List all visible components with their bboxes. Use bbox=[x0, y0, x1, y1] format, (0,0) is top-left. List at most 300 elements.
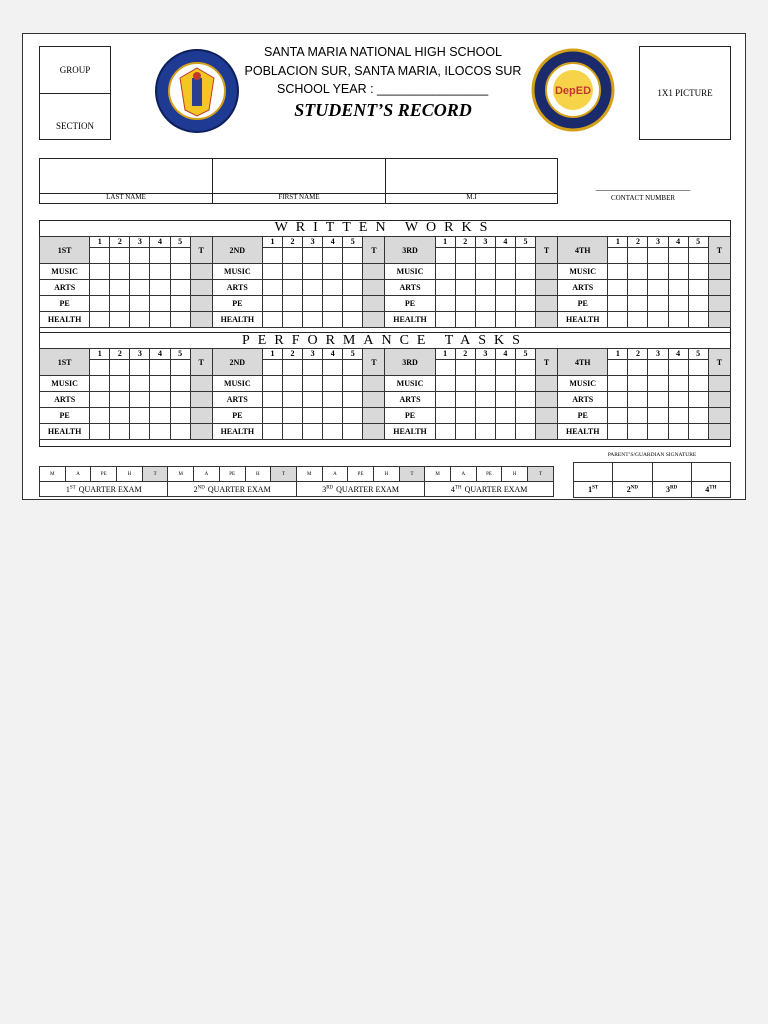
performance-tasks-score-cell[interactable] bbox=[323, 424, 343, 440]
section-field[interactable] bbox=[40, 94, 110, 139]
performance-tasks-score-cell[interactable] bbox=[455, 392, 475, 408]
written-works-score-cell[interactable] bbox=[688, 264, 708, 280]
performance-tasks-score-cell[interactable] bbox=[648, 376, 668, 392]
written-works-score-cell[interactable] bbox=[323, 264, 343, 280]
performance-tasks-score-cell[interactable] bbox=[628, 392, 648, 408]
written-works-score-cell[interactable] bbox=[495, 264, 515, 280]
performance-tasks-score-cell[interactable] bbox=[475, 408, 495, 424]
performance-tasks-score-cell[interactable] bbox=[150, 408, 170, 424]
performance-tasks-score-cell[interactable] bbox=[495, 360, 515, 376]
performance-tasks-score-cell[interactable] bbox=[648, 408, 668, 424]
written-works-score-cell[interactable] bbox=[283, 248, 303, 264]
performance-tasks-col-number: 3 bbox=[648, 349, 668, 360]
performance-tasks-total-cell[interactable] bbox=[536, 376, 558, 392]
performance-tasks-score-cell[interactable] bbox=[435, 408, 455, 424]
performance-tasks-subject-label: HEALTH bbox=[212, 424, 262, 440]
written-works-score-cell[interactable] bbox=[435, 248, 455, 264]
performance-tasks-score-cell[interactable] bbox=[455, 376, 475, 392]
written-works-total-cell[interactable] bbox=[363, 312, 385, 328]
school-year[interactable]: SCHOOL YEAR : ________________ bbox=[277, 82, 489, 96]
written-works-total-cell[interactable] bbox=[190, 264, 212, 280]
written-works-subject-label: ARTS bbox=[40, 280, 90, 296]
performance-tasks-score-cell[interactable] bbox=[130, 376, 150, 392]
written-works-score-cell[interactable] bbox=[150, 264, 170, 280]
performance-tasks-total-cell[interactable] bbox=[190, 408, 212, 424]
performance-tasks-score-cell[interactable] bbox=[90, 392, 110, 408]
written-works-score-cell[interactable] bbox=[130, 280, 150, 296]
performance-tasks-score-cell[interactable] bbox=[455, 408, 475, 424]
performance-tasks-score-cell[interactable] bbox=[323, 360, 343, 376]
quarter-exam-text: QUARTER EXAM bbox=[336, 484, 399, 494]
signature-quarter-label bbox=[613, 482, 652, 498]
performance-tasks-score-cell[interactable] bbox=[608, 392, 628, 408]
written-works-score-cell[interactable] bbox=[435, 264, 455, 280]
performance-tasks-total-cell[interactable] bbox=[363, 392, 385, 408]
written-works-score-cell[interactable] bbox=[150, 312, 170, 328]
performance-tasks-score-cell[interactable] bbox=[110, 376, 130, 392]
performance-tasks-quarter-4-header: 4TH bbox=[558, 349, 608, 376]
written-works-score-cell[interactable] bbox=[455, 248, 475, 264]
written-works-score-cell[interactable] bbox=[150, 280, 170, 296]
exam-subject-cell[interactable]: M bbox=[425, 467, 451, 482]
written-works-score-cell[interactable] bbox=[150, 248, 170, 264]
written-works-score-cell[interactable] bbox=[435, 280, 455, 296]
written-works-score-cell[interactable] bbox=[90, 312, 110, 328]
written-works-score-cell[interactable] bbox=[343, 280, 363, 296]
picture-box[interactable] bbox=[639, 46, 731, 140]
written-works-score-cell[interactable] bbox=[262, 296, 282, 312]
written-works-score-cell[interactable] bbox=[283, 280, 303, 296]
last-name-input[interactable] bbox=[40, 159, 213, 194]
performance-tasks-col-number: 4 bbox=[323, 349, 343, 360]
performance-tasks-total-cell[interactable] bbox=[363, 424, 385, 440]
performance-tasks-score-cell[interactable] bbox=[648, 392, 668, 408]
exam-subject-cell[interactable]: H bbox=[373, 467, 399, 482]
performance-tasks-score-cell[interactable] bbox=[668, 376, 688, 392]
written-works-score-cell[interactable] bbox=[283, 264, 303, 280]
written-works-total-cell[interactable] bbox=[190, 312, 212, 328]
performance-tasks-score-cell[interactable] bbox=[495, 408, 515, 424]
performance-tasks-total-cell[interactable] bbox=[708, 424, 730, 440]
performance-tasks-score-cell[interactable] bbox=[90, 424, 110, 440]
exam-subject-cell[interactable]: M bbox=[40, 467, 66, 482]
performance-tasks-score-cell[interactable] bbox=[130, 392, 150, 408]
performance-tasks-score-cell[interactable] bbox=[150, 392, 170, 408]
performance-tasks-score-cell[interactable] bbox=[608, 376, 628, 392]
written-works-score-cell[interactable] bbox=[455, 264, 475, 280]
written-works-score-cell[interactable] bbox=[435, 312, 455, 328]
exam-subject-cell[interactable]: PE bbox=[476, 467, 502, 482]
performance-tasks-score-cell[interactable] bbox=[515, 424, 535, 440]
written-works-score-cell[interactable] bbox=[668, 296, 688, 312]
written-works-score-cell[interactable] bbox=[668, 248, 688, 264]
performance-tasks-col-number: 5 bbox=[343, 349, 363, 360]
performance-tasks-score-cell[interactable] bbox=[475, 376, 495, 392]
written-works-score-cell[interactable] bbox=[343, 264, 363, 280]
written-works-score-cell[interactable] bbox=[303, 248, 323, 264]
written-works-score-cell[interactable] bbox=[323, 312, 343, 328]
written-works-score-cell[interactable] bbox=[110, 264, 130, 280]
written-works-score-cell[interactable] bbox=[648, 280, 668, 296]
written-works-total-cell[interactable] bbox=[708, 296, 730, 312]
written-works-score-cell[interactable] bbox=[130, 264, 150, 280]
written-works-score-cell[interactable] bbox=[303, 264, 323, 280]
performance-tasks-col-number: 1 bbox=[608, 349, 628, 360]
performance-tasks-score-cell[interactable] bbox=[110, 408, 130, 424]
written-works-score-cell[interactable] bbox=[688, 312, 708, 328]
quarter-number: 1 bbox=[65, 484, 70, 494]
written-works-score-cell[interactable] bbox=[323, 280, 343, 296]
performance-tasks-score-cell[interactable] bbox=[303, 408, 323, 424]
written-works-score-cell[interactable] bbox=[90, 264, 110, 280]
performance-tasks-score-cell[interactable] bbox=[90, 360, 110, 376]
performance-tasks-score-cell[interactable] bbox=[688, 376, 708, 392]
written-works-score-cell[interactable] bbox=[90, 248, 110, 264]
performance-tasks-score-cell[interactable] bbox=[688, 424, 708, 440]
performance-tasks-score-cell[interactable] bbox=[90, 408, 110, 424]
performance-tasks-score-cell[interactable] bbox=[435, 360, 455, 376]
exam-subject-cell[interactable]: PE bbox=[348, 467, 374, 482]
performance-tasks-score-cell[interactable] bbox=[283, 408, 303, 424]
performance-tasks-score-cell[interactable] bbox=[515, 376, 535, 392]
performance-tasks-subject-label: ARTS bbox=[558, 392, 608, 408]
written-works-total-cell[interactable] bbox=[708, 280, 730, 296]
written-works-score-cell[interactable] bbox=[130, 312, 150, 328]
written-works-score-cell[interactable] bbox=[110, 280, 130, 296]
contact-line[interactable]: _____________________ bbox=[595, 182, 691, 192]
written-works-score-cell[interactable] bbox=[170, 296, 190, 312]
performance-tasks-score-cell[interactable] bbox=[130, 360, 150, 376]
written-works-col-number: 2 bbox=[110, 237, 130, 248]
written-works-score-cell[interactable] bbox=[475, 312, 495, 328]
performance-tasks-subject-label: MUSIC bbox=[558, 376, 608, 392]
performance-tasks-total-cell[interactable] bbox=[190, 392, 212, 408]
written-works-score-cell[interactable] bbox=[515, 248, 535, 264]
exam-subject-cell[interactable]: PE bbox=[219, 467, 245, 482]
written-works-score-cell[interactable] bbox=[343, 296, 363, 312]
performance-tasks-score-cell[interactable] bbox=[110, 360, 130, 376]
performance-tasks-score-cell[interactable] bbox=[170, 408, 190, 424]
written-works-score-cell[interactable] bbox=[262, 312, 282, 328]
performance-tasks-score-cell[interactable] bbox=[283, 392, 303, 408]
performance-tasks-score-cell[interactable] bbox=[455, 424, 475, 440]
signature-table bbox=[573, 462, 731, 498]
written-works-score-cell[interactable] bbox=[323, 248, 343, 264]
performance-tasks-score-cell[interactable] bbox=[515, 392, 535, 408]
performance-tasks-score-cell[interactable] bbox=[170, 360, 190, 376]
written-works-score-cell[interactable] bbox=[628, 264, 648, 280]
written-works-score-cell[interactable] bbox=[262, 280, 282, 296]
written-works-total-cell[interactable] bbox=[536, 312, 558, 328]
performance-tasks-score-cell[interactable] bbox=[688, 408, 708, 424]
signature-cell-3[interactable] bbox=[652, 463, 691, 482]
written-works-score-cell[interactable] bbox=[323, 296, 343, 312]
written-works-score-cell[interactable] bbox=[130, 248, 150, 264]
written-works-total-header: T bbox=[536, 237, 558, 264]
signature-cell-1[interactable] bbox=[574, 463, 613, 482]
written-works-score-cell[interactable] bbox=[608, 312, 628, 328]
performance-tasks-score-cell[interactable] bbox=[283, 376, 303, 392]
exam-subject-cell[interactable]: T bbox=[399, 467, 425, 482]
written-works-subject-label: ARTS bbox=[385, 280, 435, 296]
exam-subject-cell[interactable]: A bbox=[451, 467, 477, 482]
written-works-total-cell[interactable] bbox=[363, 280, 385, 296]
performance-tasks-score-cell[interactable] bbox=[150, 360, 170, 376]
performance-tasks-score-cell[interactable] bbox=[110, 392, 130, 408]
mi-input[interactable] bbox=[386, 159, 557, 194]
performance-tasks-score-cell[interactable] bbox=[668, 392, 688, 408]
written-works-score-cell[interactable] bbox=[628, 248, 648, 264]
written-works-col-number: 5 bbox=[515, 237, 535, 248]
written-works-total-cell[interactable] bbox=[536, 264, 558, 280]
signature-quarter-number: 2 bbox=[626, 485, 631, 494]
performance-tasks-score-cell[interactable] bbox=[150, 424, 170, 440]
written-works-score-cell[interactable] bbox=[668, 312, 688, 328]
performance-tasks-score-cell[interactable] bbox=[283, 424, 303, 440]
performance-tasks-score-cell[interactable] bbox=[283, 360, 303, 376]
written-works-table bbox=[39, 236, 731, 328]
exam-subject-cell[interactable]: T bbox=[271, 467, 297, 482]
exam-subject-cell[interactable]: A bbox=[65, 467, 91, 482]
written-works-col-number: 2 bbox=[455, 237, 475, 248]
performance-tasks-score-cell[interactable] bbox=[475, 392, 495, 408]
performance-tasks-score-cell[interactable] bbox=[435, 376, 455, 392]
exam-subject-cell[interactable]: A bbox=[322, 467, 348, 482]
section-label: SECTION bbox=[56, 121, 94, 131]
signature-quarter-suffix: ND bbox=[630, 485, 638, 491]
written-works-total-cell[interactable] bbox=[536, 296, 558, 312]
written-works-score-cell[interactable] bbox=[262, 248, 282, 264]
quarter-exam-text: QUARTER EXAM bbox=[78, 484, 142, 494]
performance-tasks-score-cell[interactable] bbox=[262, 408, 282, 424]
exam-subject-cell[interactable]: H bbox=[502, 467, 528, 482]
exam-subject-cell[interactable]: M bbox=[296, 467, 322, 482]
performance-tasks-score-cell[interactable] bbox=[608, 408, 628, 424]
written-works-score-cell[interactable] bbox=[475, 248, 495, 264]
performance-tasks-score-cell[interactable] bbox=[303, 360, 323, 376]
exam-subject-cell[interactable]: T bbox=[142, 467, 168, 482]
written-works-score-cell[interactable] bbox=[495, 280, 515, 296]
written-works-score-cell[interactable] bbox=[668, 264, 688, 280]
performance-tasks-score-cell[interactable] bbox=[475, 360, 495, 376]
performance-tasks-score-cell[interactable] bbox=[343, 424, 363, 440]
signature-cell-2[interactable] bbox=[613, 463, 652, 482]
performance-tasks-score-cell[interactable] bbox=[343, 376, 363, 392]
performance-tasks-score-cell[interactable] bbox=[90, 376, 110, 392]
written-works-score-cell[interactable] bbox=[475, 296, 495, 312]
performance-tasks-score-cell[interactable] bbox=[628, 360, 648, 376]
performance-tasks-subject-label: PE bbox=[385, 408, 435, 424]
written-works-score-cell[interactable] bbox=[608, 264, 628, 280]
performance-tasks-score-cell[interactable] bbox=[435, 392, 455, 408]
written-works-score-cell[interactable] bbox=[303, 296, 323, 312]
written-works-score-cell[interactable] bbox=[455, 280, 475, 296]
exam-subject-cell[interactable]: H bbox=[245, 467, 271, 482]
written-works-score-cell[interactable] bbox=[170, 312, 190, 328]
performance-tasks-score-cell[interactable] bbox=[628, 376, 648, 392]
written-works-score-cell[interactable] bbox=[608, 248, 628, 264]
performance-tasks-total-cell[interactable] bbox=[708, 408, 730, 424]
signature-cell-4[interactable] bbox=[691, 463, 730, 482]
performance-tasks-score-cell[interactable] bbox=[262, 424, 282, 440]
written-works-score-cell[interactable] bbox=[608, 280, 628, 296]
performance-tasks-score-cell[interactable] bbox=[343, 408, 363, 424]
performance-tasks-quarter-1-header: 1ST bbox=[40, 349, 90, 376]
performance-tasks-col-number: 5 bbox=[170, 349, 190, 360]
written-works-score-cell[interactable] bbox=[475, 264, 495, 280]
performance-tasks-total-cell[interactable] bbox=[708, 392, 730, 408]
written-works-score-cell[interactable] bbox=[343, 312, 363, 328]
written-works-score-cell[interactable] bbox=[628, 280, 648, 296]
performance-tasks-score-cell[interactable] bbox=[323, 376, 343, 392]
performance-tasks-score-cell[interactable] bbox=[303, 424, 323, 440]
written-works-score-cell[interactable] bbox=[303, 312, 323, 328]
performance-tasks-total-cell[interactable] bbox=[536, 408, 558, 424]
exam-subject-cell[interactable]: PE bbox=[91, 467, 117, 482]
written-works-total-cell[interactable] bbox=[708, 264, 730, 280]
performance-tasks-score-cell[interactable] bbox=[668, 360, 688, 376]
written-works-score-cell[interactable] bbox=[110, 296, 130, 312]
written-works-score-cell[interactable] bbox=[90, 280, 110, 296]
written-works-score-cell[interactable] bbox=[495, 312, 515, 328]
performance-tasks-score-cell[interactable] bbox=[262, 392, 282, 408]
exam-subject-cell[interactable]: T bbox=[528, 467, 554, 482]
performance-tasks-score-cell[interactable] bbox=[323, 392, 343, 408]
exam-subject-cell[interactable]: M bbox=[168, 467, 194, 482]
performance-tasks-total-cell[interactable] bbox=[536, 392, 558, 408]
performance-tasks-score-cell[interactable] bbox=[688, 360, 708, 376]
written-works-score-cell[interactable] bbox=[628, 296, 648, 312]
written-works-score-cell[interactable] bbox=[262, 264, 282, 280]
performance-tasks-score-cell[interactable] bbox=[170, 392, 190, 408]
performance-tasks-total-cell[interactable] bbox=[190, 424, 212, 440]
written-works-score-cell[interactable] bbox=[170, 248, 190, 264]
written-works-score-cell[interactable] bbox=[628, 312, 648, 328]
written-works-score-cell[interactable] bbox=[688, 248, 708, 264]
performance-tasks-score-cell[interactable] bbox=[688, 392, 708, 408]
written-works-score-cell[interactable] bbox=[515, 264, 535, 280]
written-works-score-cell[interactable] bbox=[495, 248, 515, 264]
performance-tasks-score-cell[interactable] bbox=[303, 376, 323, 392]
performance-tasks-score-cell[interactable] bbox=[455, 360, 475, 376]
performance-tasks-score-cell[interactable] bbox=[130, 408, 150, 424]
written-works-total-cell[interactable] bbox=[363, 264, 385, 280]
performance-tasks-score-cell[interactable] bbox=[515, 360, 535, 376]
performance-tasks-score-cell[interactable] bbox=[150, 376, 170, 392]
performance-tasks-score-cell[interactable] bbox=[648, 424, 668, 440]
performance-tasks-total-cell[interactable] bbox=[363, 408, 385, 424]
written-works-total-cell[interactable] bbox=[363, 296, 385, 312]
written-works-score-cell[interactable] bbox=[515, 312, 535, 328]
performance-tasks-score-cell[interactable] bbox=[668, 424, 688, 440]
written-works-score-cell[interactable] bbox=[648, 248, 668, 264]
written-works-score-cell[interactable] bbox=[648, 296, 668, 312]
group-field[interactable] bbox=[40, 47, 110, 94]
performance-tasks-score-cell[interactable] bbox=[170, 376, 190, 392]
performance-tasks-score-cell[interactable] bbox=[495, 392, 515, 408]
performance-tasks-score-cell[interactable] bbox=[628, 408, 648, 424]
written-works-total-header: T bbox=[190, 237, 212, 264]
written-works-total-cell[interactable] bbox=[708, 312, 730, 328]
performance-tasks-score-cell[interactable] bbox=[608, 360, 628, 376]
written-works-score-cell[interactable] bbox=[110, 312, 130, 328]
written-works-score-cell[interactable] bbox=[495, 296, 515, 312]
performance-tasks-total-cell[interactable] bbox=[190, 376, 212, 392]
written-works-score-cell[interactable] bbox=[515, 296, 535, 312]
performance-tasks-score-cell[interactable] bbox=[303, 392, 323, 408]
performance-tasks-score-cell[interactable] bbox=[110, 424, 130, 440]
written-works-score-cell[interactable] bbox=[648, 312, 668, 328]
performance-tasks-total-cell[interactable] bbox=[363, 376, 385, 392]
written-works-score-cell[interactable] bbox=[283, 296, 303, 312]
performance-tasks-score-cell[interactable] bbox=[648, 360, 668, 376]
written-works-total-cell[interactable] bbox=[536, 280, 558, 296]
performance-tasks-score-cell[interactable] bbox=[262, 376, 282, 392]
signature-quarter-label bbox=[652, 482, 691, 498]
performance-tasks-score-cell[interactable] bbox=[495, 376, 515, 392]
performance-tasks-col-number: 2 bbox=[110, 349, 130, 360]
written-works-col-number: 4 bbox=[323, 237, 343, 248]
written-works-score-cell[interactable] bbox=[90, 296, 110, 312]
performance-tasks-col-number: 3 bbox=[130, 349, 150, 360]
written-works-score-cell[interactable] bbox=[150, 296, 170, 312]
performance-tasks-total-header: T bbox=[190, 349, 212, 376]
written-works-score-cell[interactable] bbox=[110, 248, 130, 264]
performance-tasks-score-cell[interactable] bbox=[495, 424, 515, 440]
written-works-score-cell[interactable] bbox=[455, 312, 475, 328]
written-works-total-cell[interactable] bbox=[190, 296, 212, 312]
written-works-col-number: 5 bbox=[688, 237, 708, 248]
exam-subject-cell[interactable]: H bbox=[117, 467, 143, 482]
written-works-score-cell[interactable] bbox=[170, 264, 190, 280]
written-works-score-cell[interactable] bbox=[130, 296, 150, 312]
first-name-input[interactable] bbox=[213, 159, 386, 194]
written-works-subject-label: HEALTH bbox=[212, 312, 262, 328]
written-works-total-cell[interactable] bbox=[190, 280, 212, 296]
written-works-score-cell[interactable] bbox=[170, 280, 190, 296]
performance-tasks-score-cell[interactable] bbox=[435, 424, 455, 440]
performance-tasks-total-cell[interactable] bbox=[708, 376, 730, 392]
performance-tasks-score-cell[interactable] bbox=[628, 424, 648, 440]
performance-tasks-score-cell[interactable] bbox=[323, 408, 343, 424]
performance-tasks-score-cell[interactable] bbox=[170, 424, 190, 440]
performance-tasks-score-cell[interactable] bbox=[343, 360, 363, 376]
performance-tasks-score-cell[interactable] bbox=[130, 424, 150, 440]
quarter-suffix: TH bbox=[454, 484, 462, 490]
performance-tasks-score-cell[interactable] bbox=[668, 408, 688, 424]
performance-tasks-score-cell[interactable] bbox=[475, 424, 495, 440]
performance-tasks-score-cell[interactable] bbox=[343, 392, 363, 408]
performance-tasks-score-cell[interactable] bbox=[515, 408, 535, 424]
performance-tasks-score-cell[interactable] bbox=[262, 360, 282, 376]
written-works-score-cell[interactable] bbox=[688, 296, 708, 312]
performance-tasks-total-cell[interactable] bbox=[536, 424, 558, 440]
written-works-score-cell[interactable] bbox=[455, 296, 475, 312]
written-works-score-cell[interactable] bbox=[303, 280, 323, 296]
written-works-score-cell[interactable] bbox=[515, 280, 535, 296]
written-works-score-cell[interactable] bbox=[435, 296, 455, 312]
performance-tasks-score-cell[interactable] bbox=[608, 424, 628, 440]
written-works-score-cell[interactable] bbox=[608, 296, 628, 312]
written-works-score-cell[interactable] bbox=[283, 312, 303, 328]
written-works-score-cell[interactable] bbox=[475, 280, 495, 296]
exam-subject-cell[interactable]: A bbox=[194, 467, 220, 482]
written-works-score-cell[interactable] bbox=[688, 280, 708, 296]
written-works-score-cell[interactable] bbox=[648, 264, 668, 280]
performance-tasks-col-number: 1 bbox=[262, 349, 282, 360]
written-works-score-cell[interactable] bbox=[668, 280, 688, 296]
written-works-score-cell[interactable] bbox=[343, 248, 363, 264]
